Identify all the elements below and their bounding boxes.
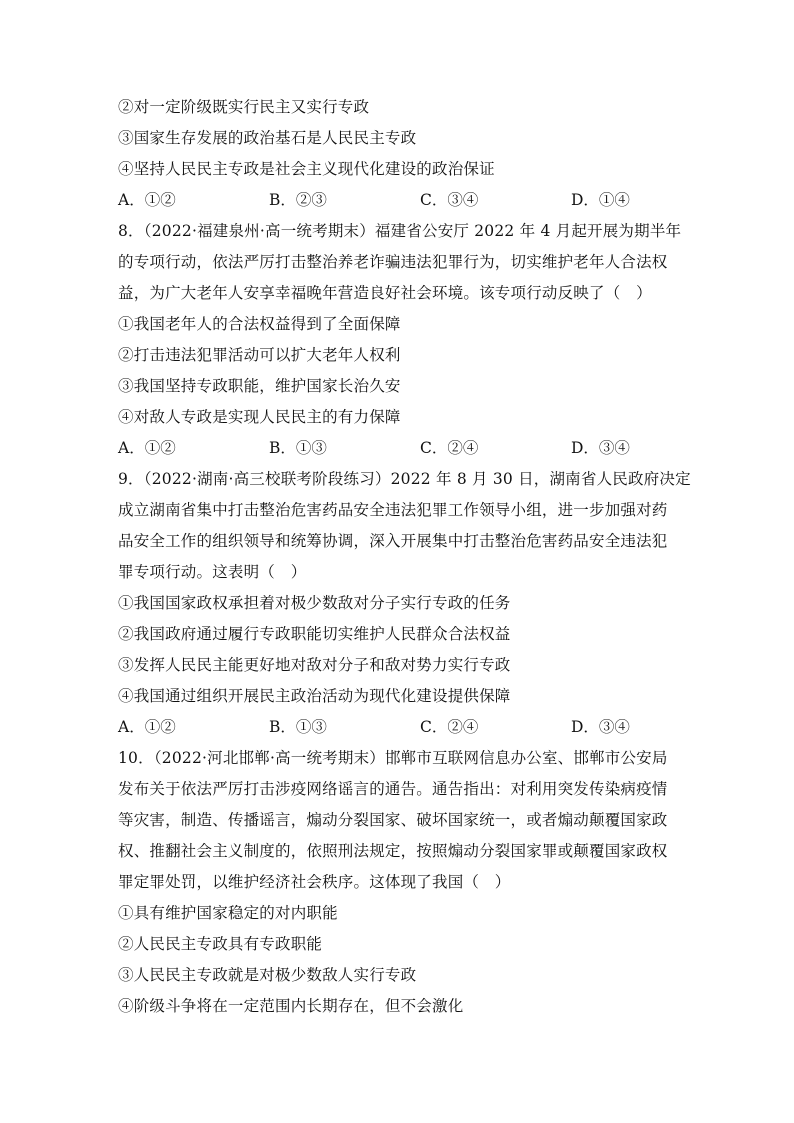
option-line: ①我国老年人的合法权益得到了全面保障	[118, 315, 401, 333]
option-line: ③人民民主专政就是对极少数敌人实行专政	[118, 966, 417, 984]
question-stem-line: 发布关于依法严厉打击涉疫网络谣言的通告。通告指出：对利用突发传染病疫情	[118, 780, 668, 798]
choice-c: C．②④	[420, 439, 479, 457]
question-7-tail	[118, 92, 678, 216]
answer-choices	[118, 712, 678, 743]
question-stem-line: 罪专项行动。这表明（ ）	[118, 563, 307, 581]
choice-a: A．①②	[118, 718, 176, 736]
choice-b: B．②③	[269, 191, 327, 209]
question-8	[118, 216, 682, 464]
option-line: ④坚持人民民主专政是社会主义现代化建设的政治保证	[118, 160, 495, 178]
question-stem-line: 等灾害，制造、传播谣言，煽动分裂国家、破坏国家统一，或者煽动颠覆国家政	[118, 811, 668, 829]
answer-choices	[118, 433, 678, 464]
option-line: ②人民民主专政具有专政职能	[118, 935, 323, 953]
option-line: ①具有维护国家稳定的对内职能	[118, 904, 338, 922]
option-line: ③我国坚持专政职能，维护国家长治久安	[118, 377, 401, 395]
choice-d: D．①④	[571, 191, 630, 209]
option-line: ②对一定阶级既实行民主又实行专政	[118, 98, 370, 116]
question-stem-line: 益，为广大老年人安享幸福晚年营造良好社会环境。该专项行动反映了（ ）	[118, 284, 652, 302]
question-stem-line: 品安全工作的组织领导和统筹协调，深入开展集中打击整治危害药品安全违法犯	[118, 532, 668, 550]
option-line: ④阶级斗争将在一定范围内长期存在，但不会激化	[118, 997, 464, 1015]
option-line: ③国家生存发展的政治基石是人民民主专政	[118, 129, 417, 147]
choice-a: A．①②	[118, 439, 176, 457]
question-stem-line: 成立湖南省集中打击整治危害药品安全违法犯罪工作领导小组，进一步加强对药	[118, 501, 668, 519]
exam-page	[118, 92, 691, 1022]
choice-c: C．②④	[420, 718, 479, 736]
question-9	[118, 464, 691, 743]
choice-d: D．③④	[571, 439, 630, 457]
choice-c: C．③④	[420, 191, 479, 209]
question-stem-line: 罪定罪处罚，以维护经济社会秩序。这体现了我国（ ）	[118, 873, 511, 891]
option-line: ③发挥人民民主能更好地对敌对分子和敌对势力实行专政	[118, 656, 511, 674]
choice-d: D．③④	[571, 718, 630, 736]
option-line: ②打击违法犯罪活动可以扩大老年人权利	[118, 346, 401, 364]
question-stem-line: 8．（2022·福建泉州·高一统考期末）福建省公安厅 2022 年 4 月起开展为期半年	[118, 222, 682, 240]
question-stem-line: 的专项行动，依法严厉打击整治养老诈骗违法犯罪行为，切实维护老年人合法权	[118, 253, 668, 271]
choice-b: B．①③	[269, 718, 327, 736]
option-line: ④我国通过组织开展民主政治活动为现代化建设提供保障	[118, 687, 511, 705]
option-line: ④对敌人专政是实现人民民主的有力保障	[118, 408, 401, 426]
answer-choices	[118, 185, 678, 216]
choice-a: A．①②	[118, 191, 176, 209]
question-stem-line: 9．（2022·湖南·高三校联考阶段练习）2022 年 8 月 30 日，湖南省人民政府决定	[118, 470, 691, 488]
question-stem-line: 权、推翻社会主义制度的，依照刑法规定，按照煽动分裂国家罪或颠覆国家政权	[118, 842, 668, 860]
choice-b: B．①③	[269, 439, 327, 457]
question-10	[118, 743, 678, 1022]
question-stem-line: 10．（2022·河北邯郸·高一统考期末）邯郸市互联网信息办公室、邯郸市公安局	[118, 749, 668, 767]
option-line: ①我国国家政权承担着对极少数敌对分子实行专政的任务	[118, 594, 511, 612]
option-line: ②我国政府通过履行专政职能切实维护人民群众合法权益	[118, 625, 511, 643]
